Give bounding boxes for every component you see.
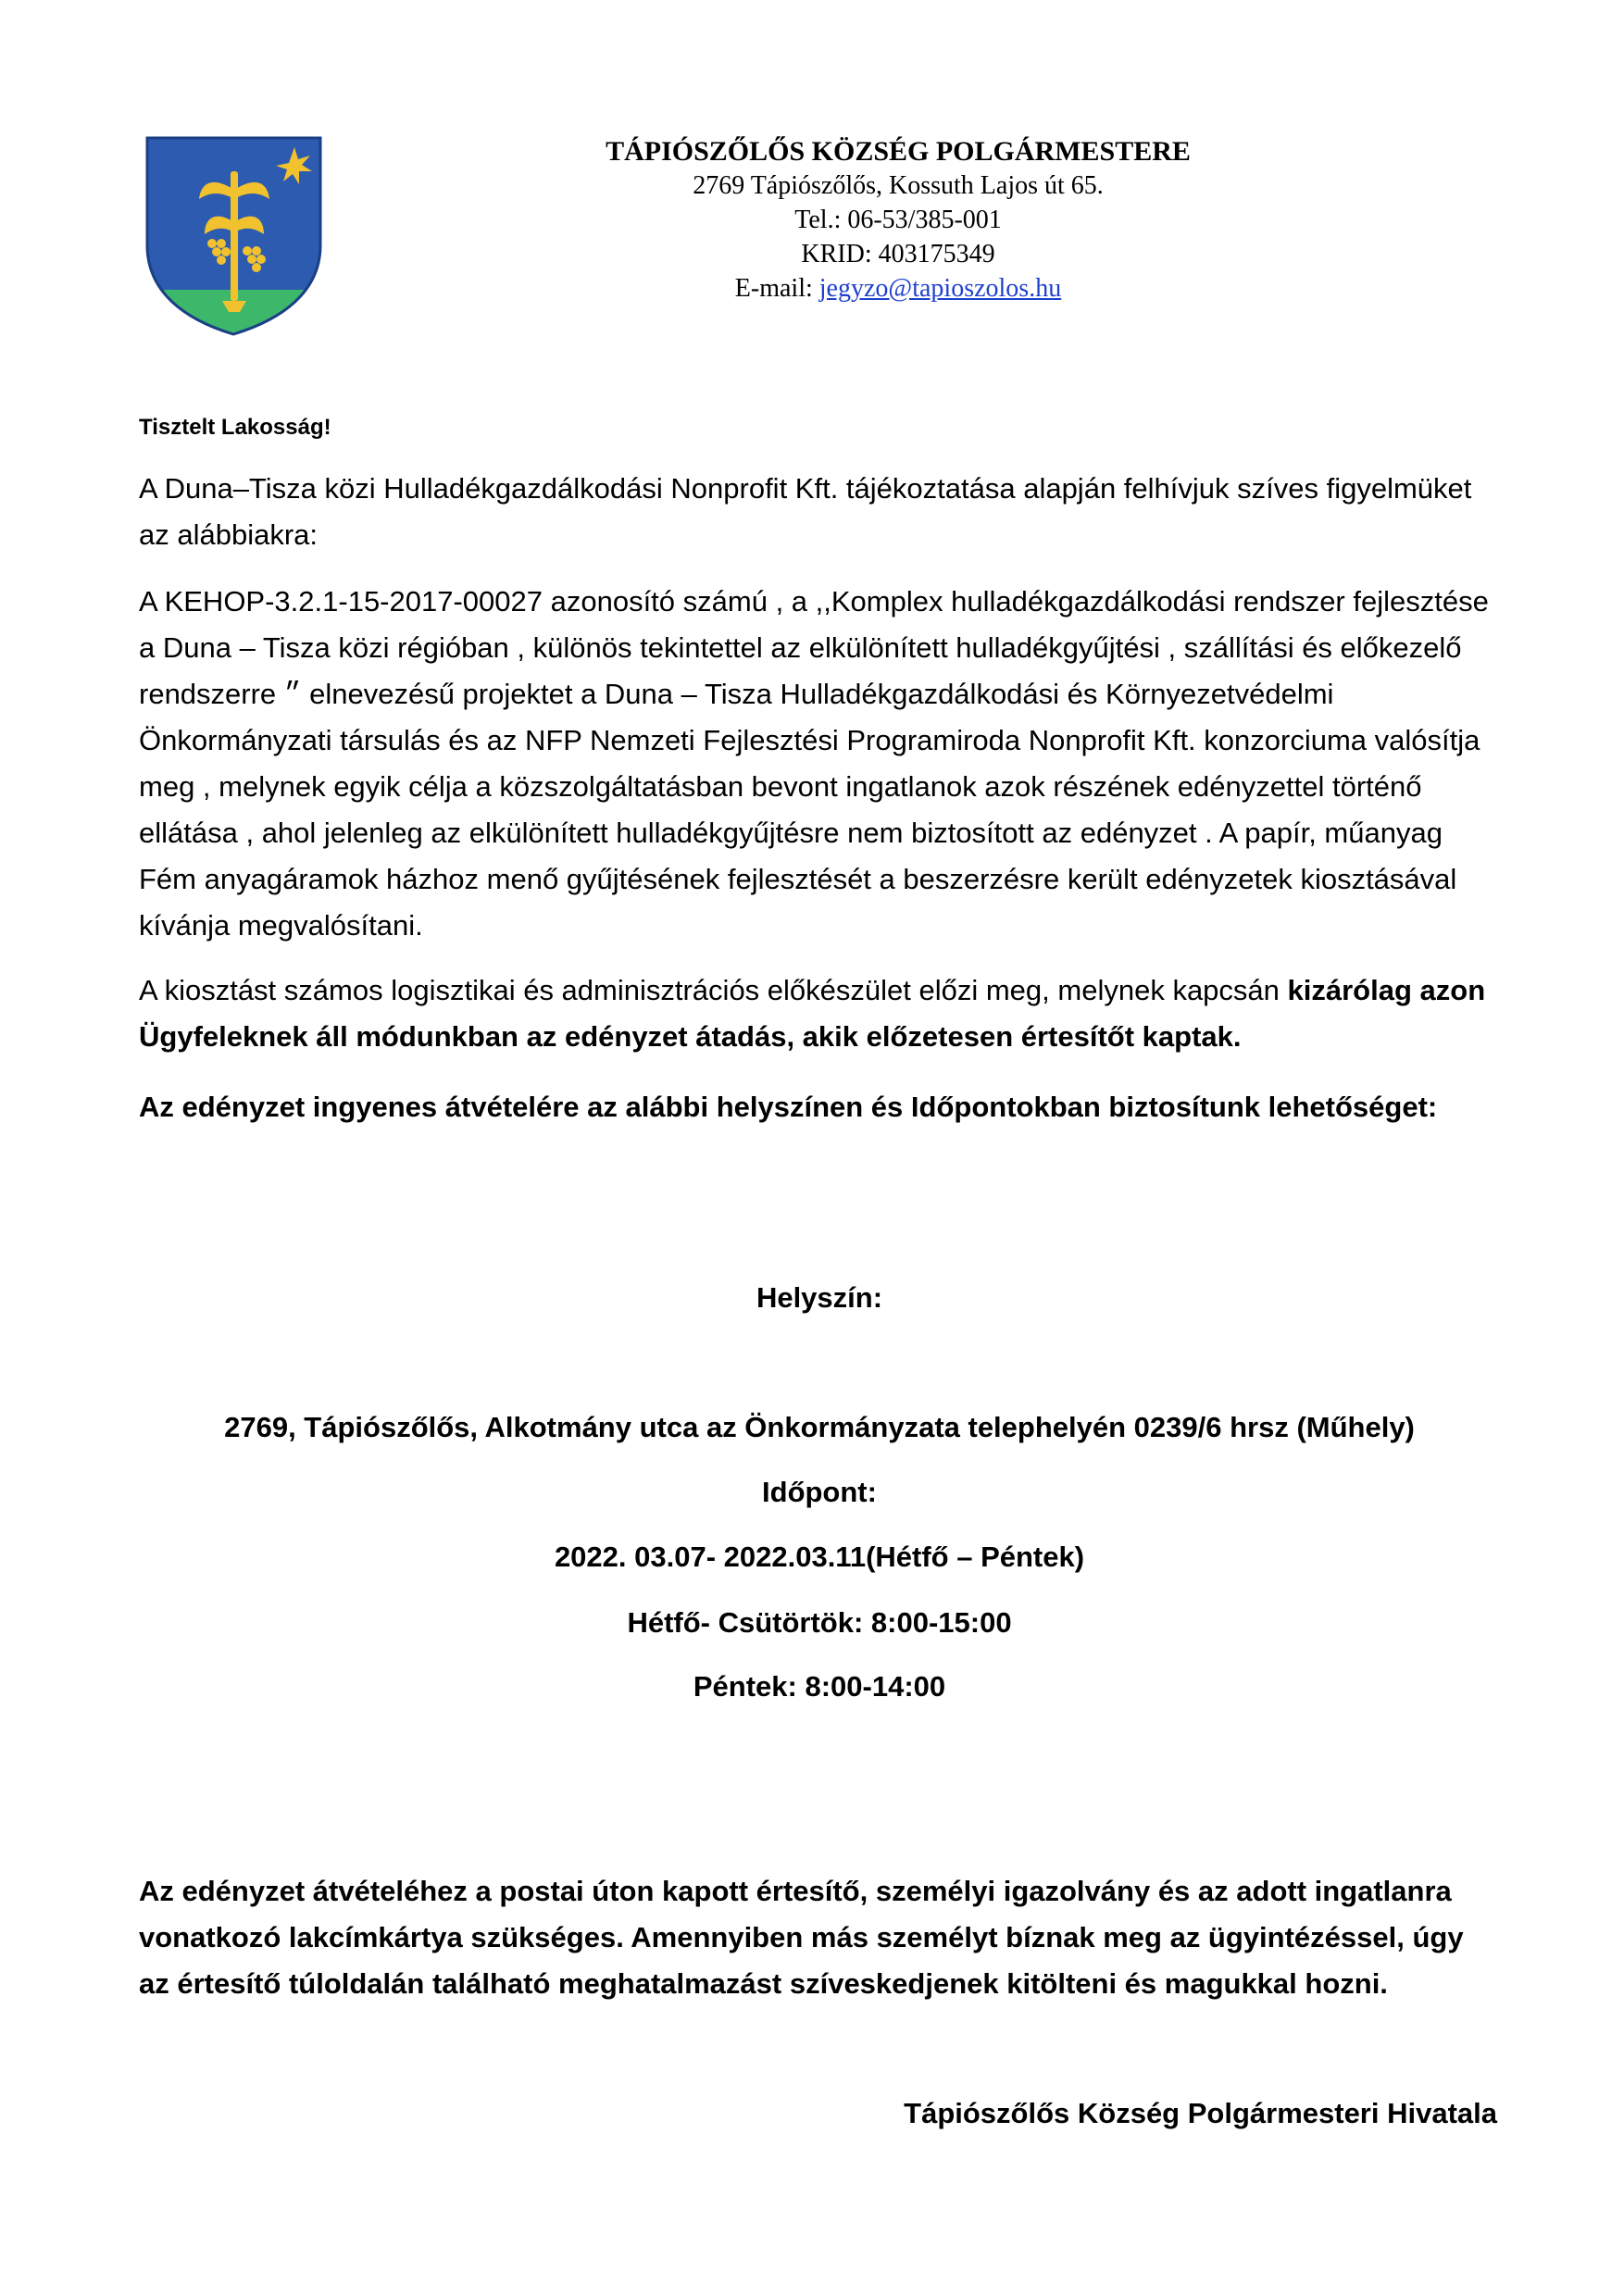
schedule-label: Időpont: xyxy=(762,1476,877,1508)
location-address: 2769, Tápiószőlős, Alkotmány utca az Önkormányzata telephelyén 0239/6 hrsz (Műhely) xyxy=(224,1411,1415,1443)
intro-paragraph: A Duna–Tisza közi Hulladékgazdálkodási Nonprofit Kft. tájékoztatása alapján felhívjuk szíves figyelmüket az alábbiakra: xyxy=(139,472,1472,551)
distribution-text: A kiosztást számos logisztikai és adminisztrációs előkészület előzi meg, melynek kapcsán xyxy=(139,974,1288,1006)
schedule-dates: 2022. 03.07- 2022.03.11(Hétfő – Péntek) xyxy=(554,1541,1085,1573)
letterhead xyxy=(574,134,1222,306)
letterhead-phone: Tel.: 06-53/385-001 xyxy=(794,206,1002,234)
letterhead-krid: KRID: 403175349 xyxy=(801,240,995,268)
project-paragraph: A KEHOP-3.2.1-15-2017-00027 azonosító számú , a ,,Komplex hulladékgazdálkodási rendszer fejlesztése a Duna – Tisza közi régióban , különös tekintettel az elkülönített hulladékgyűjtési , szállítási és előkezelő rendszerre ״ elnevezésű projektet a Duna – Tisza Hulladékgazdálkodási és Környezetvédelmi Önkormányzati társulás és az NFP Nemzeti Fejlesztési Programiroda Nonprofit Kft. konzorciuma valósítja meg , melynek egyik célja a közszolgáltatásban bevont ingatlanok azok részének edényzettel történő ellátása , ahol jelenleg az elkülönített hulladékgyűjtésre nem biztosított az edényzet . A papír, műanyag Fém anyagáramok házhoz menő gyűjtésének fejlesztését a beszerzésre került edényzetek kiosztásával kívánja megvalósítani. xyxy=(139,585,1489,942)
salutation: Tisztelt Lakosság! xyxy=(139,415,331,440)
email-link[interactable]: jegyzo@tapioszolos.hu xyxy=(818,274,1062,303)
coat-of-arms xyxy=(144,134,324,338)
schedule-weekday-hours: Hétfő- Csütörtök: 8:00-15:00 xyxy=(627,1606,1012,1639)
signature: Tápiószőlős Község Polgármesteri Hivatala xyxy=(904,2097,1497,2129)
letterhead-title: TÁPIÓSZŐLŐS KÖZSÉG POLGÁRMESTERE xyxy=(606,136,1191,167)
distribution-paragraph xyxy=(139,967,1500,1060)
pickup-intro: Az edényzet ingyenes átvételére az alábbi helyszínen és Időpontokban biztosítunk lehetőséget: xyxy=(139,1091,1438,1123)
distribution-emphasis: kizárólag azon Ügyfeleknek áll módunkban az edényzet átadás, akik előzetesen értesítőt kaptak. xyxy=(139,974,1486,1053)
letterhead-email xyxy=(574,271,1222,306)
location-label: Helyszín: xyxy=(756,1281,883,1314)
schedule-friday-hours: Péntek: 8:00-14:00 xyxy=(693,1670,946,1703)
letterhead-address: 2769 Tápiószőlős, Kossuth Lajos út 65. xyxy=(693,171,1104,200)
email-label: E-mail: xyxy=(734,274,819,303)
requirements-paragraph: Az edényzet átvételéhez a postai úton kapott értesítő, személyi igazolvány és az adott ingatlanra vonatkozó lakcímkártya szükséges. Amennyiben más személyt bíznak meg az ügyintézéssel, úgy az értesítő túloldalán található meghatalmazást szíveskedjenek kitölteni és magukkal hozni. xyxy=(139,1875,1464,2000)
